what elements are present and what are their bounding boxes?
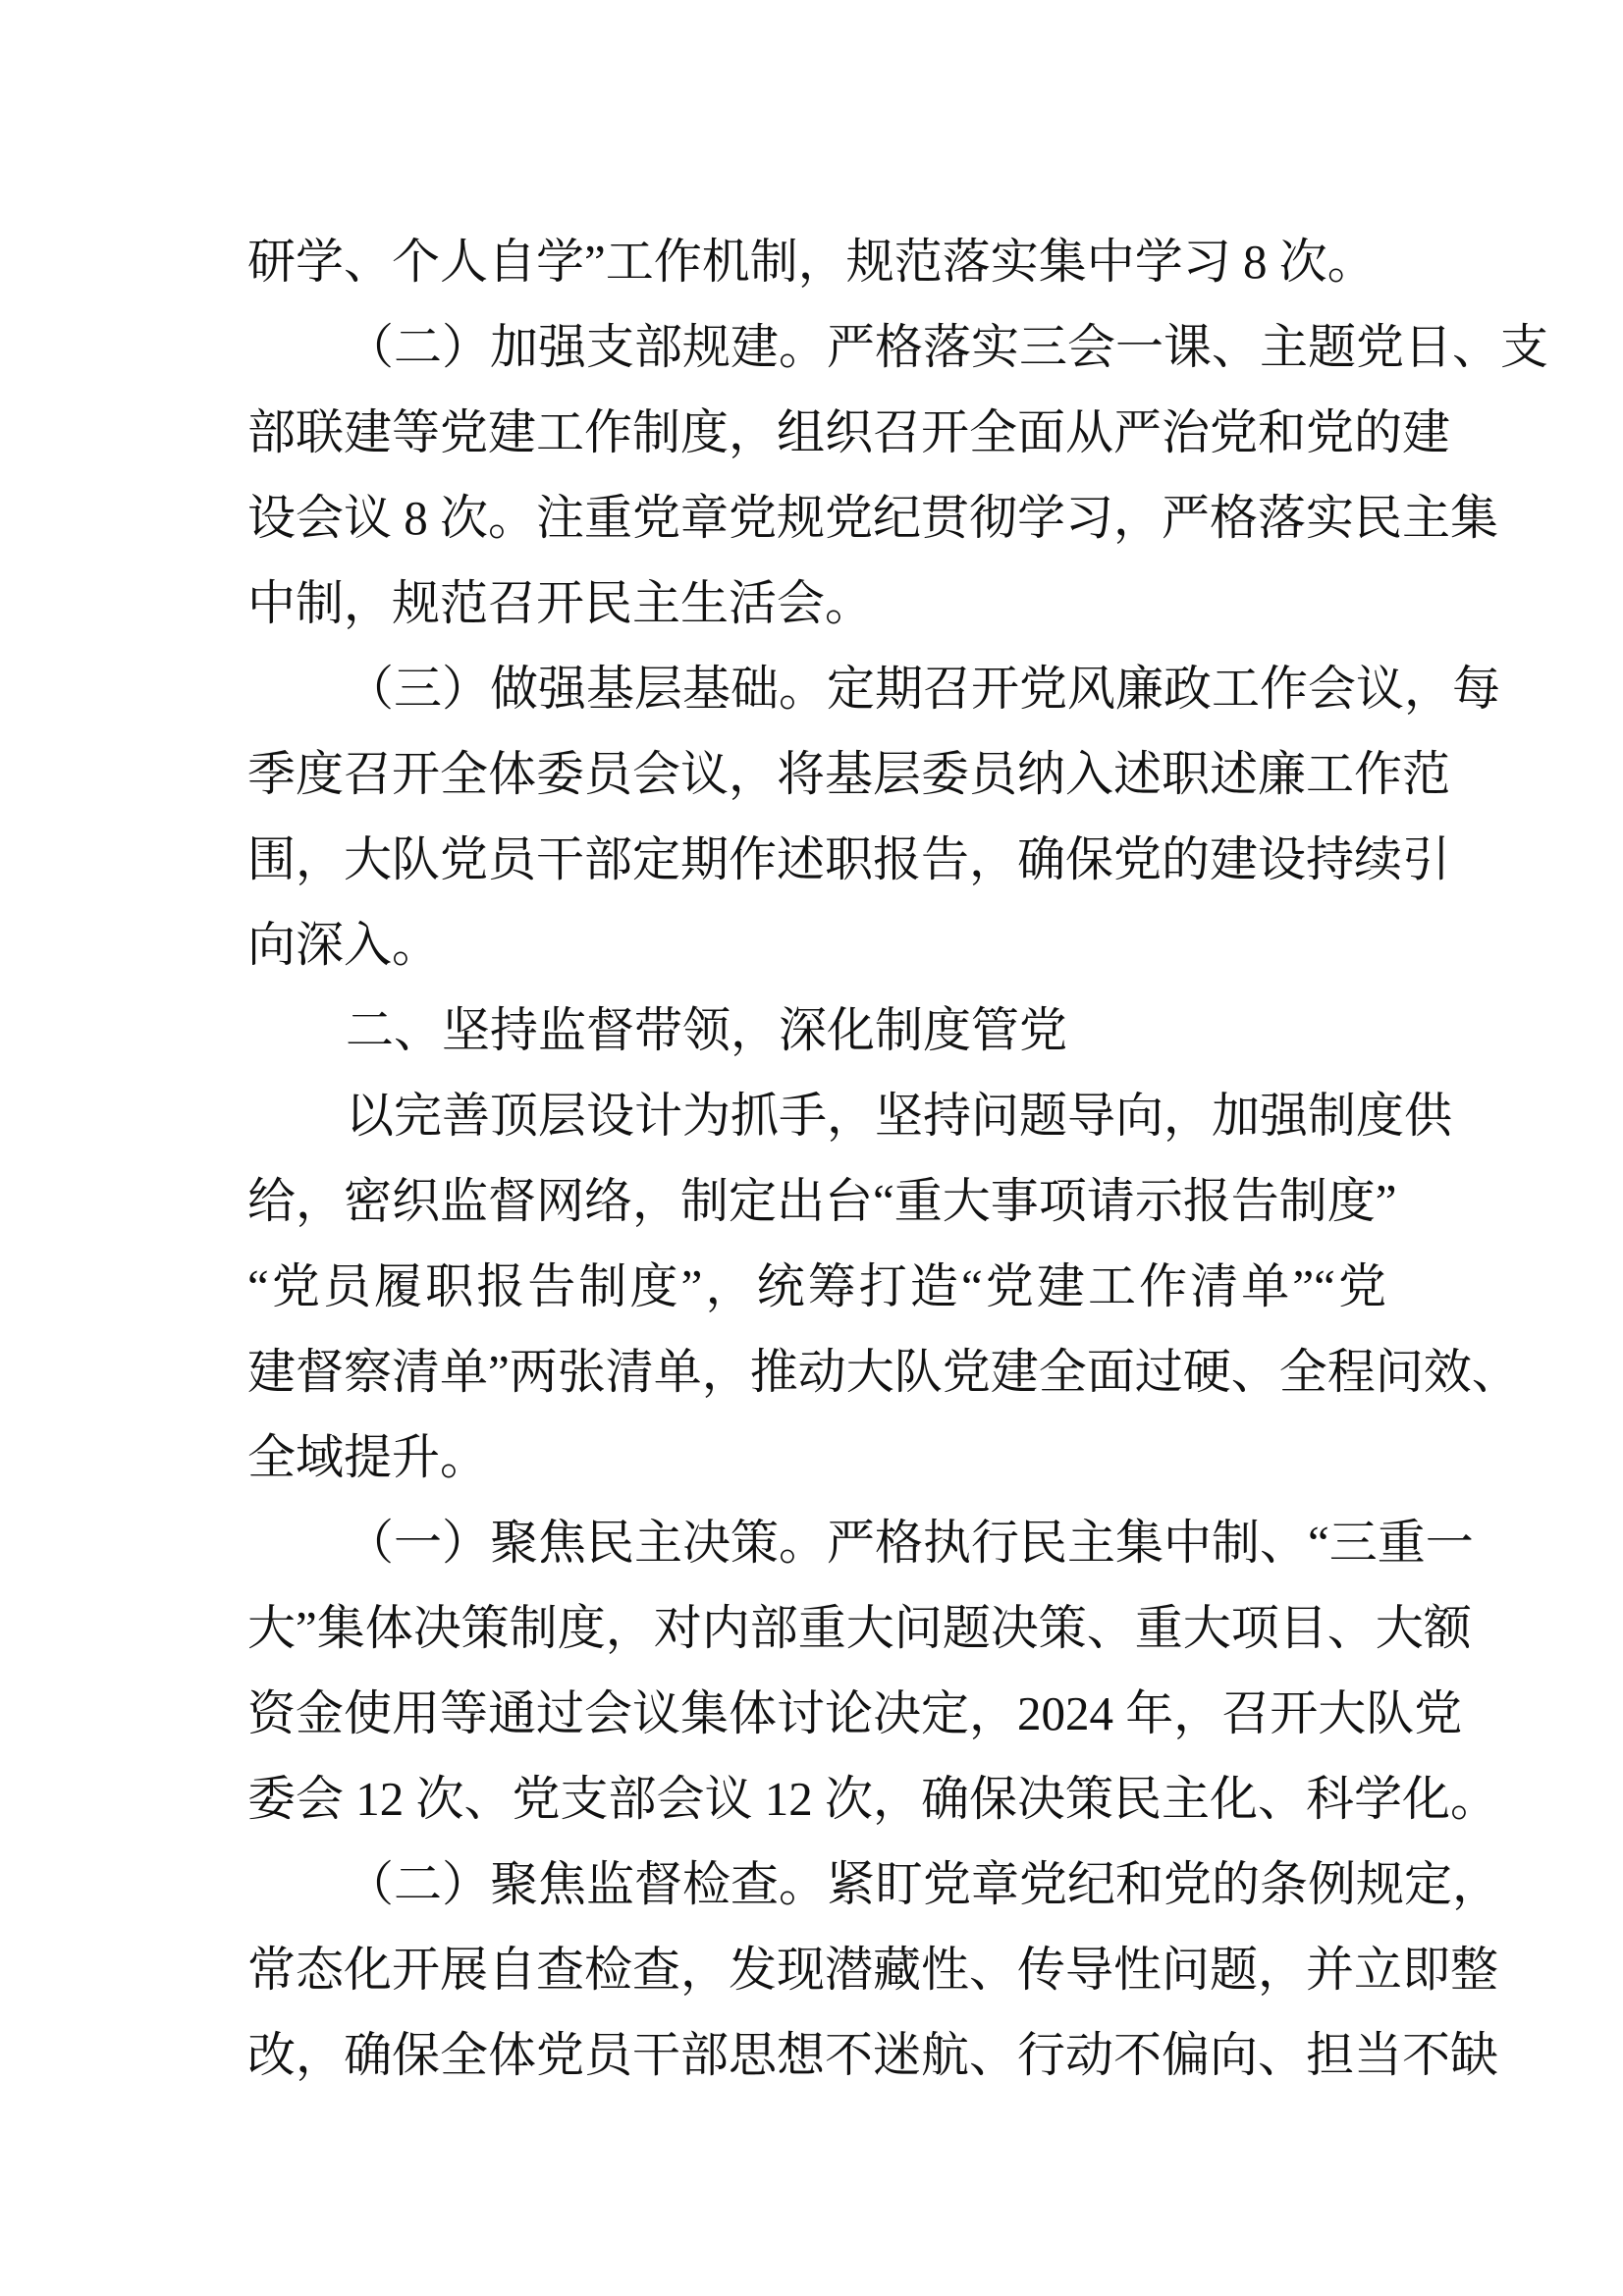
text-line: 中制，规范召开民主生活会。 — [247, 576, 874, 630]
text-line: 向深入。 — [247, 918, 441, 972]
text-line: 季度召开全体委员会议，将基层委员纳入述职述廉工作范 — [247, 747, 1451, 801]
text-line: 设会议 8 次。注重党章党规党纪贯彻学习，严格落实民主集 — [247, 491, 1499, 545]
text-line: 部联建等党建工作制度，组织召开全面从严治党和党的建 — [247, 405, 1451, 459]
paragraph-first-line: 二、坚持监督带领，深化制度管党 — [346, 1003, 1068, 1057]
text-line: 资金使用等通过会议集体讨论决定，2024 年，召开大队党 — [247, 1686, 1463, 1740]
text-line: “党员履职报告制度”，统筹打造“党建工作清单”“党 — [247, 1259, 1386, 1313]
text-line: 建督察清单”两张清单，推动大队党建全面过硬、全程问效、 — [247, 1345, 1520, 1399]
paragraph-first-line: （一）聚焦民主决策。严格执行民主集中制、“三重一 — [346, 1516, 1474, 1570]
text-line: 改，确保全体党员干部思想不迷航、行动不偏向、担当不缺 — [247, 2028, 1499, 2082]
paragraph-first-line: 以完善顶层设计为抓手，坚持问题导向，加强制度供 — [346, 1089, 1453, 1143]
text-line: 大”集体决策制度，对内部重大问题决策、重大项目、大额 — [247, 1601, 1472, 1655]
text-line: 研学、个人自学”工作机制，规范落实集中学习 8 次。 — [247, 235, 1376, 289]
paragraph-first-line: （三）做强基层基础。定期召开党风廉政工作会议，每 — [346, 662, 1501, 716]
paragraph-first-line: （二）聚焦监督检查。紧盯党章党纪和党的条例规定， — [346, 1857, 1501, 1911]
paragraph-first-line: （二）加强支部规建。严格落实三会一课、主题党日、支 — [346, 320, 1549, 374]
text-line: 围，大队党员干部定期作述职报告，确保党的建设持续引 — [247, 832, 1451, 886]
text-line: 给，密织监督网络，制定出台“重大事项请示报告制度” — [247, 1174, 1397, 1228]
text-line: 全域提升。 — [247, 1430, 489, 1484]
text-line: 委会 12 次、党支部会议 12 次，确保决策民主化、科学化。 — [247, 1772, 1499, 1826]
text-line: 常态化开展自查检查，发现潜藏性、传导性问题，并立即整 — [247, 1943, 1499, 1997]
